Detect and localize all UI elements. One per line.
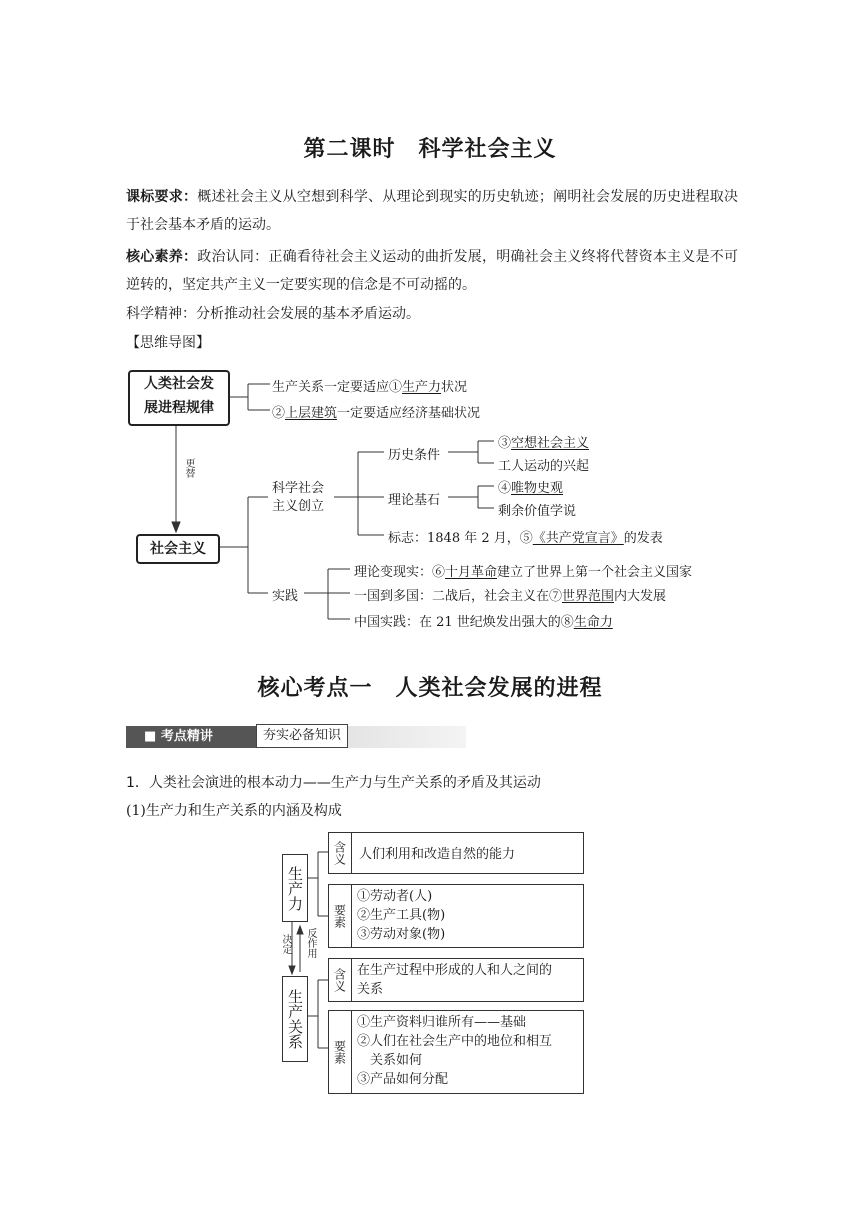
banner-dark-label: 考点精讲 <box>160 729 213 744</box>
tb-2: 剩余价值学说 <box>498 504 577 519</box>
reacts-label: 反作用 <box>305 928 316 958</box>
law-box <box>128 370 230 426</box>
socialism-box: 社会主义 <box>136 534 220 564</box>
founding-line-1: 科学社会 <box>272 481 325 496</box>
pf-elements-list <box>357 887 445 944</box>
law-1 <box>272 376 467 395</box>
law-1-key: 生产力 <box>402 380 442 395</box>
rel-meaning-line-2: 关系 <box>357 982 384 997</box>
section-title: 核心考点一 人类社会发展的进程 <box>257 676 603 701</box>
rel-elements-label: 要素 <box>329 1011 352 1093</box>
pf-meaning-box <box>328 832 584 874</box>
rel-elements-box <box>328 1010 584 1094</box>
practice-2-post: 内大发展 <box>614 589 667 604</box>
pf-element-1: ①劳动者(人) <box>357 889 433 904</box>
banner-dark: ■ 考点精讲 <box>126 726 256 748</box>
practice-1-key: 十月革命 <box>445 565 498 580</box>
literacy-text: 政治认同：正确看待社会主义运动的曲折发展，明确社会主义终将代替资本主义是不可逆转的，坚定共产主义一定要实现的信念是不可动摇的。 <box>126 249 739 293</box>
rel-element-1: ①生产资料归谁所有——基础 <box>357 1015 527 1030</box>
pf-element-2: ②生产工具(物) <box>357 908 446 923</box>
law-box-line-2: 展进程规律 <box>144 400 214 416</box>
history-conditions: 历史条件 <box>388 448 441 463</box>
tb-1 <box>498 477 563 496</box>
relations-box: 生产关系 <box>282 976 308 1062</box>
pf-element-3: ③劳动对象(物) <box>357 927 446 942</box>
practice-3 <box>354 611 613 630</box>
practice-2-key: 世界范围 <box>562 589 615 604</box>
practice-1-post: 建立了世界上第一个社会主义国家 <box>497 565 693 580</box>
section-banner <box>126 724 466 752</box>
law-2-post: 一定要适应经济基础状况 <box>337 406 481 421</box>
hc-1 <box>498 432 589 451</box>
requirement-text: 概述社会主义从空想到科学、从理论到现实的历史轨迹；阐明社会发展的历史进程取决于社会基本矛盾的运动。 <box>126 189 739 233</box>
law-2 <box>272 402 480 421</box>
practice-3-pre: 中国实践：在 21 世纪焕发出强大的⑧ <box>354 615 574 630</box>
practice-1-pre: 理论变现实：⑥ <box>354 565 446 580</box>
rel-meaning-box <box>328 958 584 1002</box>
rel-elements-list <box>357 1013 552 1089</box>
law-box-line-1: 人类社会发 <box>144 376 214 392</box>
rel-meaning-line-1: 在生产过程中形成的人和人之间的 <box>357 963 553 978</box>
rel-element-2: ②人们在社会生产中的地位和相互 <box>357 1034 553 1049</box>
law-2-pre: ② <box>272 406 286 421</box>
replace-label: 更替 <box>183 458 194 478</box>
rel-element-2-cont: 关系如何 <box>357 1053 423 1068</box>
practice-2-pre: 一国到多国：二战后，社会主义在⑦ <box>354 589 563 604</box>
productive-forces-box: 生产力 <box>282 854 308 922</box>
founding-node <box>272 480 324 516</box>
hc-1-pre: ③ <box>498 436 512 451</box>
practice-2 <box>354 585 666 604</box>
sign-pre: 标志：1848 年 2 月，⑤ <box>388 531 533 546</box>
founding-line-2: 主义创立 <box>272 499 325 514</box>
rel-element-3: ③产品如何分配 <box>357 1072 449 1087</box>
sign-post: 的发表 <box>623 531 663 546</box>
law-1-pre: 生产关系一定要适应① <box>272 380 403 395</box>
theory-basis: 理论基石 <box>388 493 441 508</box>
pf-meaning-text: 人们利用和改造自然的能力 <box>359 847 516 862</box>
point-1-sub: (1)生产力和生产关系的内涵及构成 <box>126 803 342 819</box>
law-1-post: 状况 <box>441 380 468 395</box>
page-title: 第二课时 科学社会主义 <box>303 137 557 162</box>
law-2-key: 上层建筑 <box>285 406 338 421</box>
pf-meaning-label: 含义 <box>329 833 352 873</box>
decides-label: 决定 <box>280 934 291 954</box>
rel-meaning-text <box>357 961 552 999</box>
sign-key: 《共产党宣言》 <box>532 531 624 546</box>
requirement-label: 课标要求： <box>126 189 198 205</box>
hc-1-key: 空想社会主义 <box>511 436 590 451</box>
pf-elements-box <box>328 884 584 948</box>
hc-2: 工人运动的兴起 <box>498 459 590 474</box>
tb-1-key: 唯物史观 <box>511 481 564 496</box>
literacy-label: 核心素养： <box>126 249 198 265</box>
mindmap-label: 【思维导图】 <box>126 335 210 351</box>
science-spirit: 科学精神：分析推动社会发展的基本矛盾运动。 <box>126 306 420 322</box>
practice-3-key: 生命力 <box>573 615 613 630</box>
rel-meaning-label: 含义 <box>329 959 352 1001</box>
sign-node <box>388 527 663 546</box>
practice-node: 实践 <box>272 589 299 604</box>
tb-1-pre: ④ <box>498 481 512 496</box>
point-1: 1．人类社会演进的根本动力——生产力与生产关系的矛盾及其运动 <box>126 775 541 791</box>
pf-elements-label: 要素 <box>329 885 352 947</box>
practice-1 <box>354 561 692 580</box>
banner-tag: 夯实必备知识 <box>256 724 348 748</box>
